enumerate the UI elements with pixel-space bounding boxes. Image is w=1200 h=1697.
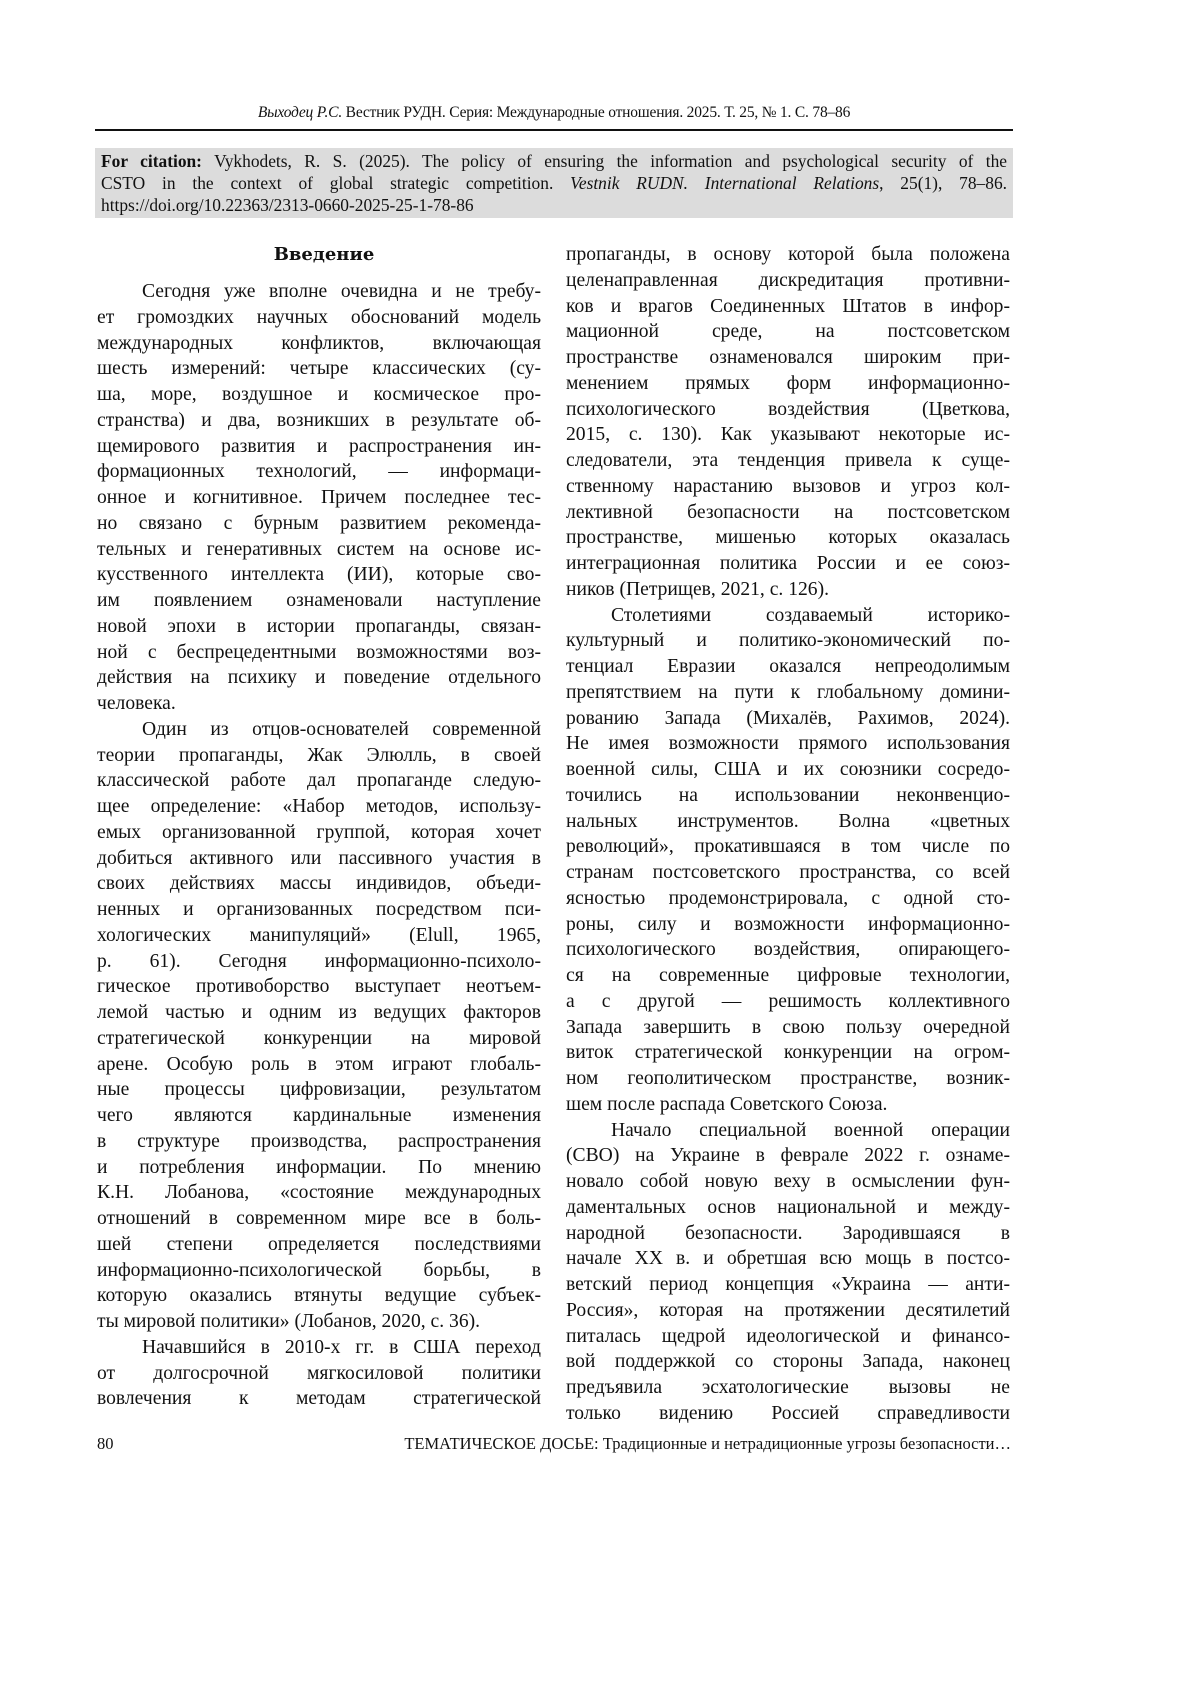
column-left — [97, 242, 541, 1412]
text-line: 2015, с. 130). Как указывают некоторые ис- — [566, 422, 1010, 448]
paragraph — [566, 1118, 1010, 1427]
text-line: лемой частью и одним из ведущих факторов — [97, 1000, 541, 1026]
text-line: шей степени определяется последствиями — [97, 1232, 541, 1258]
text-line: шем после распада Советского Союза. — [566, 1092, 1010, 1118]
text-line: ном геополитическом пространстве, возник- — [566, 1066, 1010, 1092]
text-line: ты мировой политики» (Лобанов, 2020, с. 36). — [97, 1309, 541, 1335]
text-line: классической работе дал пропаганде следую- — [97, 768, 541, 794]
text-line: интеграционная политика России и ее союз- — [566, 551, 1010, 577]
text-line: формационных технологий, — информаци- — [97, 459, 541, 485]
text-line: своих действиях массы индивидов, объеди- — [97, 871, 541, 897]
text-line: ной с беспрецедентными возможностями воз- — [97, 640, 541, 666]
text-line: гическое противоборство выступает неотъем- — [97, 974, 541, 1000]
citation-text: CSTO in the context of global strategic competition. — [101, 173, 570, 193]
text-line: действия на психику и поведение отдельного — [97, 665, 541, 691]
text-line: информационно-психологической борьбы, в — [97, 1258, 541, 1284]
text-line: а с другой — решимость коллективного — [566, 989, 1010, 1015]
text-line: К.Н. Лобанова, «состояние международных — [97, 1180, 541, 1206]
text-line: странства) и два, возникших в результате об- — [97, 408, 541, 434]
text-line: хологических манипуляций» (Elull, 1965, — [97, 923, 541, 949]
text-line: психологического воздействия (Цветкова, — [566, 397, 1010, 423]
text-line: вовлечения к методам стратегической — [97, 1386, 541, 1412]
text-line: ет громоздких научных обоснований модель — [97, 305, 541, 331]
text-line: роны, силу и возможности информационно- — [566, 912, 1010, 938]
text-line: препятствием на пути к глобальному домини- — [566, 680, 1010, 706]
text-line: международных конфликтов, включающая — [97, 331, 541, 357]
text-line: p. 61). Сегодня информационно-психоло- — [97, 949, 541, 975]
text-line: ников (Петрищев, 2021, с. 126). — [566, 577, 1010, 603]
paragraph — [97, 1335, 541, 1412]
text-line: добиться активного или пассивного участия в — [97, 846, 541, 872]
text-line: начале XX в. и обретшая всю мощь в постсо- — [566, 1246, 1010, 1272]
text-line: Начавшийся в 2010-х гг. в США переход — [97, 1335, 541, 1361]
text-line: (СВО) на Украине в феврале 2022 г. ознаме- — [566, 1143, 1010, 1169]
text-line: в структуре производства, распространения — [97, 1129, 541, 1155]
text-line: даментальных основ национальной и между- — [566, 1195, 1010, 1221]
text-line: военной силы, США и их союзники сосредо- — [566, 757, 1010, 783]
text-line: арене. Особую роль в этом играют глобаль- — [97, 1052, 541, 1078]
running-head — [95, 104, 1013, 122]
citation-journal: Vestnik RUDN. International Relations — [570, 173, 879, 193]
text-line: стратегической конкуренции на мировой — [97, 1026, 541, 1052]
text-line: пространстве, мишенью которых оказалась — [566, 525, 1010, 551]
text-line: целенаправленная дискредитация противни- — [566, 268, 1010, 294]
text-line: психологического воздействия, опирающего- — [566, 937, 1010, 963]
text-line: от долгосрочной мягкосиловой политики — [97, 1361, 541, 1387]
text-line: человека. — [97, 691, 541, 717]
text-line: питалась щедрой идеологической и финансо- — [566, 1324, 1010, 1350]
column-right — [566, 242, 1010, 1427]
text-line: пропаганды, в основу которой была положена — [566, 242, 1010, 268]
text-line: чего являются кардинальные изменения — [97, 1103, 541, 1129]
text-line: пространстве ознаменовался широким при- — [566, 345, 1010, 371]
text-line: ственному нарастанию вызовов и угроз кол- — [566, 474, 1010, 500]
page-number: 80 — [97, 1434, 114, 1454]
text-line: точились на использовании неконвенцио- — [566, 783, 1010, 809]
text-line: Сегодня уже вполне очевидна и не требу- — [97, 279, 541, 305]
text-line: Не имея возможности прямого использования — [566, 731, 1010, 757]
text-line: емых организованной группой, которая хочет — [97, 820, 541, 846]
text-line: следователи, эта тенденция привела к суще- — [566, 448, 1010, 474]
citation-text: , 25(1), 78–86. — [879, 173, 1007, 193]
text-line: народной безопасности. Зародившаяся в — [566, 1221, 1010, 1247]
text-line: ша, море, воздушное и космическое про- — [97, 382, 541, 408]
text-line: нальных инструментов. Волна «цветных — [566, 809, 1010, 835]
text-line: Столетиями создаваемый историко- — [566, 603, 1010, 629]
text-line: онное и когнитивное. Причем последнее тес- — [97, 485, 541, 511]
text-line: культурный и политико-экономический по- — [566, 628, 1010, 654]
text-line: виток стратегической конкуренции на огром- — [566, 1040, 1010, 1066]
text-line: шесть измерений: четыре классических (су- — [97, 356, 541, 382]
citation-text: Vykhodets, R. S. (2025). The policy of ensuring the information and psychological security of the — [202, 151, 1007, 171]
text-line: щее определение: «Набор методов, использу- — [97, 794, 541, 820]
citation-box — [95, 148, 1013, 218]
text-line: которую оказались втянуты ведущие субъек- — [97, 1283, 541, 1309]
text-line: тенциал Евразии оказался непреодолимым — [566, 654, 1010, 680]
paragraph — [566, 242, 1010, 603]
text-line: новало собой новую веху в осмыслении фун- — [566, 1169, 1010, 1195]
text-line: отношений в современном мире все в боль- — [97, 1206, 541, 1232]
text-line: рованию Запада (Михалёв, Рахимов, 2024). — [566, 706, 1010, 732]
citation-doi-link[interactable]: https://doi.org/10.22363/2313-0660-2025-25-1-78-86 — [101, 195, 474, 215]
text-line: им появлением ознаменовали наступление — [97, 588, 541, 614]
paragraph — [566, 603, 1010, 1118]
text-line: ненных и организованных посредством пси- — [97, 897, 541, 923]
text-line: Запада завершить в свою пользу очередной — [566, 1015, 1010, 1041]
text-line: Один из отцов-основателей современной — [97, 717, 541, 743]
section-title: ТЕМАТИЧЕСКОЕ ДОСЬЕ: Традиционные и нетрадиционные угрозы безопасности… — [404, 1434, 1011, 1454]
text-line: ные процессы цифровизации, результатом — [97, 1077, 541, 1103]
text-line: ветский период концепция «Украина — анти- — [566, 1272, 1010, 1298]
text-line: ся на современные цифровые технологии, — [566, 963, 1010, 989]
text-line: мационной среде, на постсоветском — [566, 319, 1010, 345]
text-line: щемирового развития и распространения ин- — [97, 434, 541, 460]
text-line: ясностью продемонстрировала, с одной сто- — [566, 886, 1010, 912]
text-line: лективной безопасности на постсоветском — [566, 500, 1010, 526]
text-line: вой поддержкой со стороны Запада, наконец — [566, 1349, 1010, 1375]
text-line: но связано с бурным развитием рекоменда- — [97, 511, 541, 537]
header-rule — [95, 129, 1013, 131]
text-line: менением прямых форм информационно- — [566, 371, 1010, 397]
text-line: Начало специальной военной операции — [566, 1118, 1010, 1144]
text-line: только видению Россией справедливости — [566, 1401, 1010, 1427]
text-line: тельных и генеративных систем на основе ис- — [97, 537, 541, 563]
text-line: теории пропаганды, Жак Элюлль, в своей — [97, 743, 541, 769]
text-line: кусственного интеллекта (ИИ), которые сво- — [97, 562, 541, 588]
paragraph — [97, 279, 541, 717]
text-line: революций», прокатившаяся в том числе по — [566, 834, 1010, 860]
text-line: Россия», которая на протяжении десятилетий — [566, 1298, 1010, 1324]
running-head-author: Выходец Р.С. — [258, 104, 342, 121]
text-line: новой эпохи в истории пропаганды, связан- — [97, 614, 541, 640]
text-line: и потребления информации. По мнению — [97, 1155, 541, 1181]
text-line: ков и врагов Соединенных Штатов в инфор- — [566, 294, 1010, 320]
running-head-journal: Вестник РУДН. Серия: Международные отношения. 2025. Т. 25, № 1. С. 78–86 — [342, 104, 850, 121]
text-line: странам постсоветского пространства, со всей — [566, 860, 1010, 886]
paragraph — [97, 717, 541, 1335]
text-line: предъявила эсхатологические вызовы не — [566, 1375, 1010, 1401]
citation-label: For citation: — [101, 151, 202, 171]
section-heading: Введение — [97, 242, 541, 279]
